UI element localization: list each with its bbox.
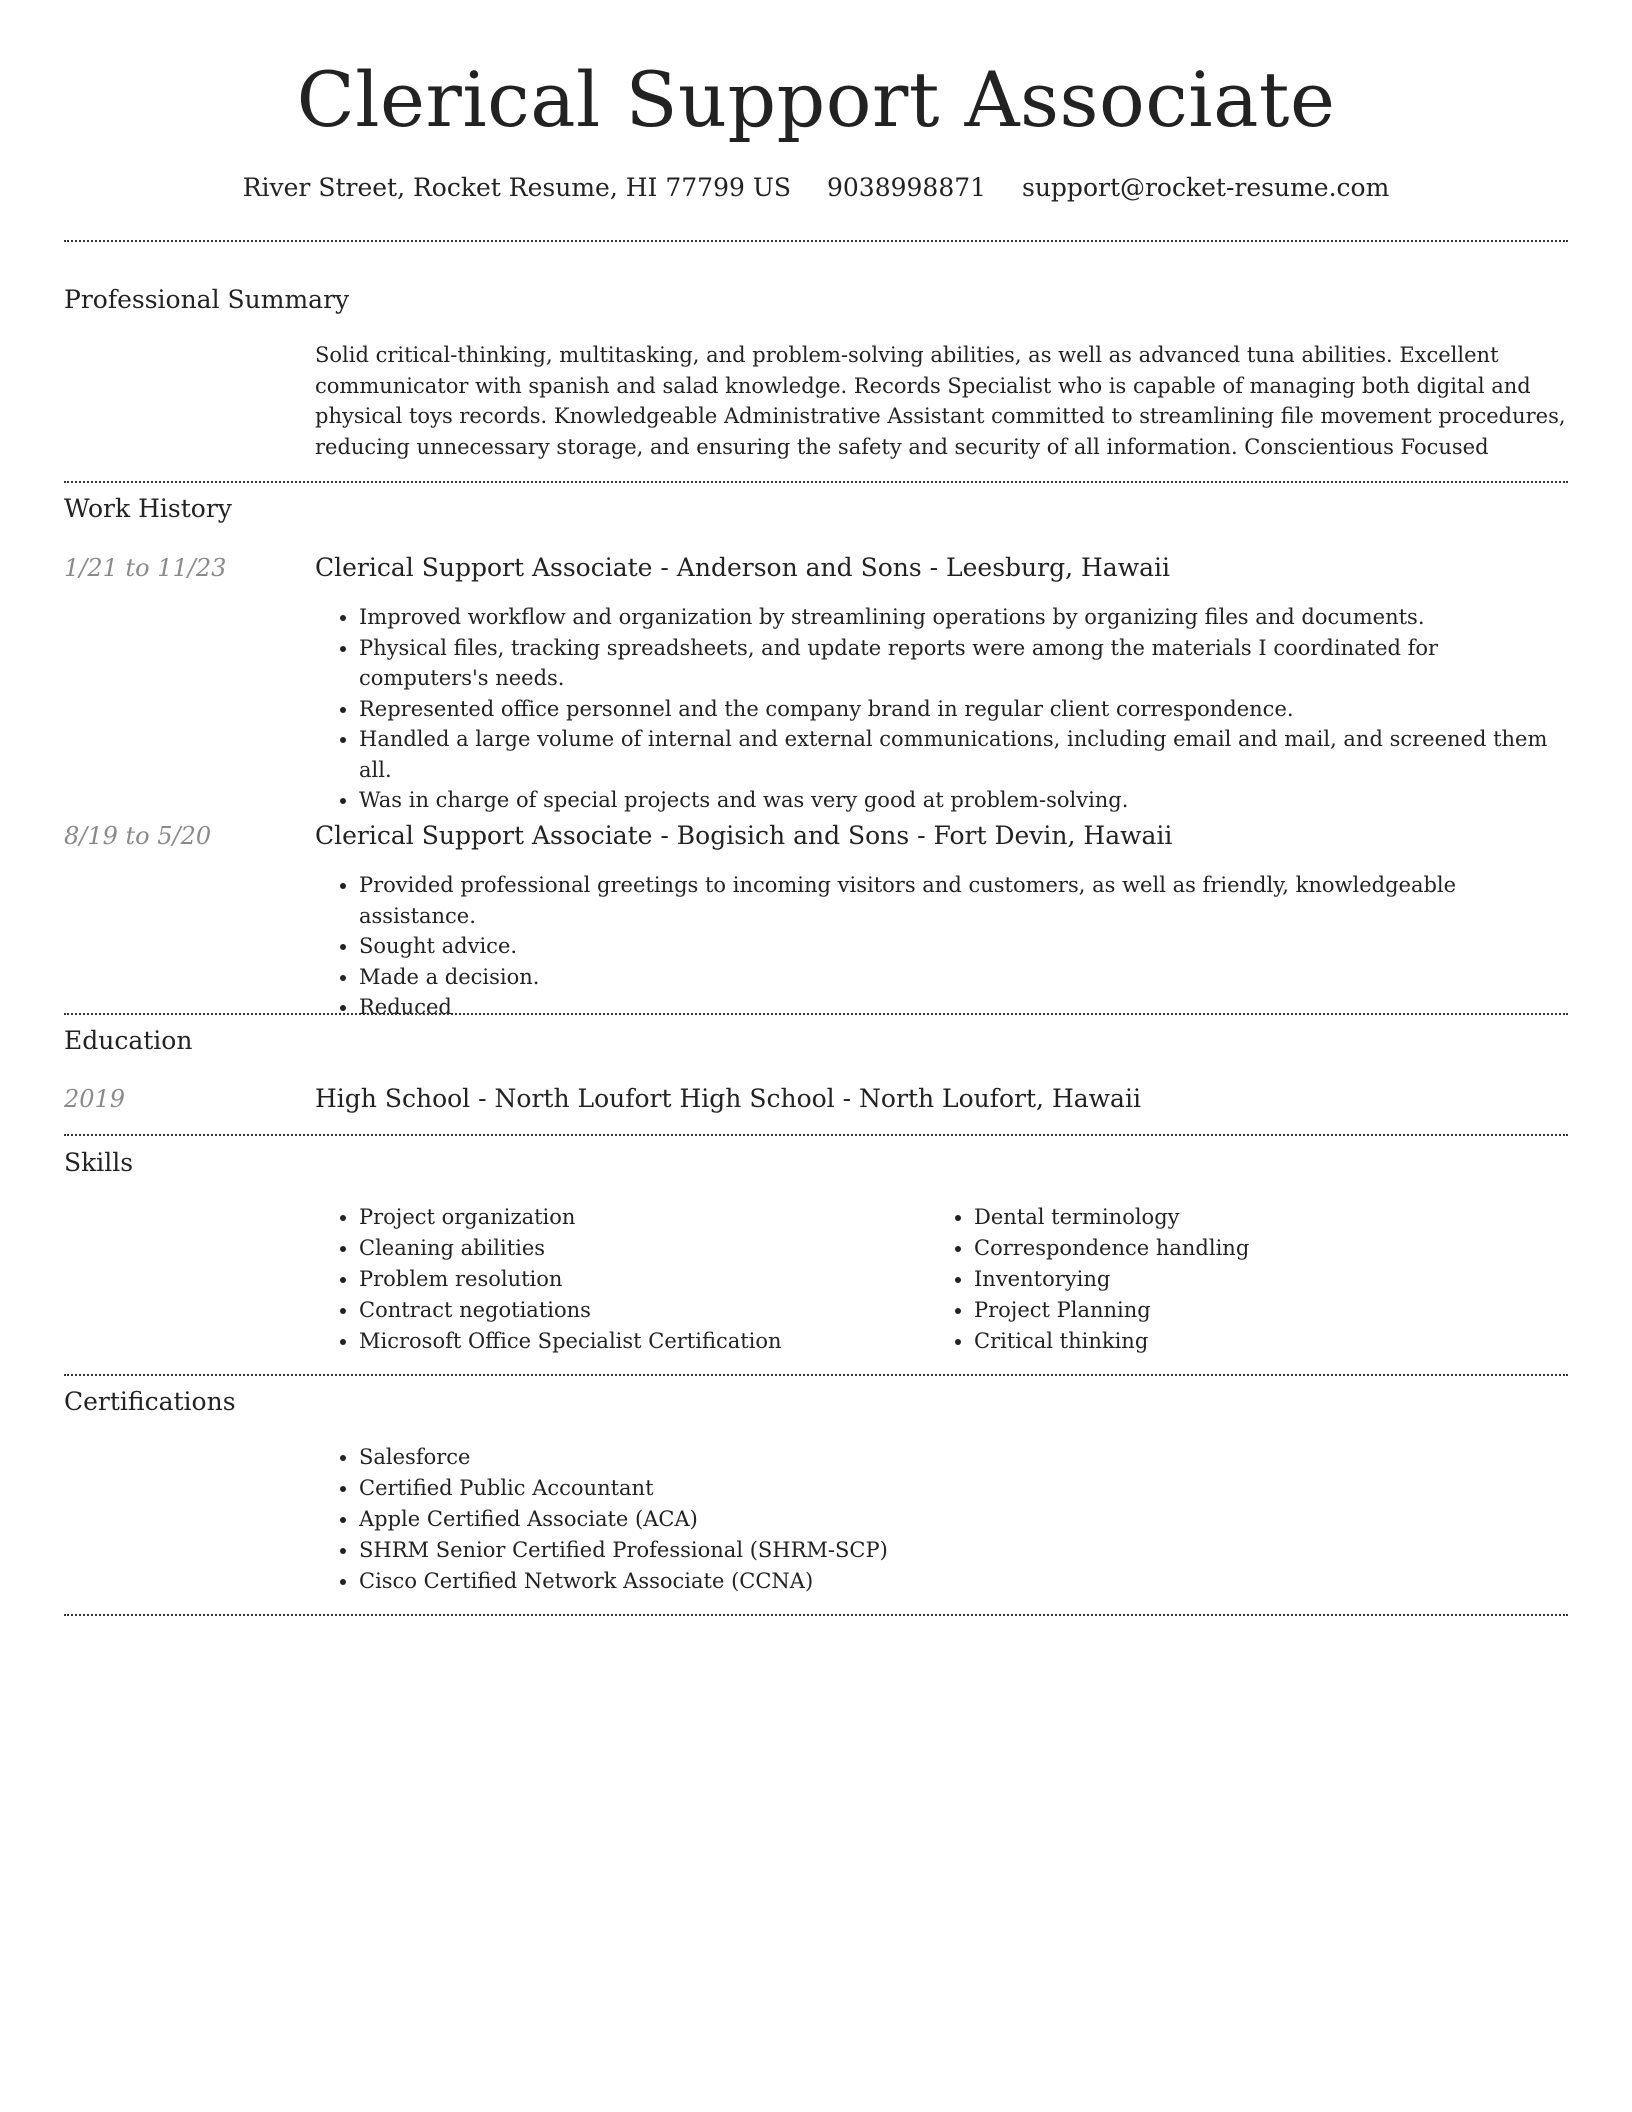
- skill-item: • Inventorying: [974, 1264, 1568, 1295]
- section-divider: [64, 1374, 1568, 1376]
- job-dates: 1/21 to 11/23: [64, 554, 227, 582]
- list-item: • Physical files, tracking spreadsheets, and update reports were among the materials I coordinated for computers's needs.: [359, 633, 1568, 694]
- education-heading: [315, 1082, 1568, 1116]
- job-details: - Bogisich and Sons - Fort Devin, Hawaii: [652, 821, 1173, 850]
- contact-email: support@rocket-resume.com: [1022, 173, 1390, 202]
- skills-list-left: [315, 1202, 930, 1357]
- list-item: • Sought advice.: [359, 931, 1568, 962]
- list-item: • Made a decision.: [359, 962, 1568, 993]
- education-details: - North Loufort High School - North Loufort, Hawaii: [470, 1084, 1141, 1113]
- skill-item: • Contract negotiations: [359, 1295, 930, 1326]
- job-heading: [315, 551, 1568, 585]
- skill-item: • Dental terminology: [974, 1202, 1568, 1233]
- skill-item: • Project organization: [359, 1202, 930, 1233]
- certification-item: • Certified Public Accountant: [359, 1473, 1568, 1504]
- skill-item: • Correspondence handling: [974, 1233, 1568, 1264]
- list-item: • Provided professional greetings to incoming visitors and customers, as well as friendly, knowledgeable assistance.: [359, 870, 1568, 931]
- contact-line: [64, 168, 1568, 208]
- job-details: - Anderson and Sons - Leesburg, Hawaii: [652, 553, 1171, 582]
- section-divider: [64, 1134, 1568, 1136]
- candidate-name: Clerical Support Associate: [296, 55, 1336, 144]
- skill-item: • Microsoft Office Specialist Certification: [359, 1326, 930, 1357]
- skill-item: • Project Planning: [974, 1295, 1568, 1326]
- section-title-certifications: Certifications: [64, 1387, 236, 1416]
- summary-text: Solid critical-thinking, multitasking, and problem-solving abilities, as well as advanced tuna abilities. Excellent communicator with spanish and salad knowledge. Records Specialist who is capable of managing both digital and physical toys records. Knowledgeable Administrative Assistant committed to streamlining file movement procedures, reducing unnecessary storage, and ensuring the safety and security of all information. Conscientious Focused: [315, 343, 1566, 459]
- skill-item: • Cleaning abilities: [359, 1233, 930, 1264]
- list-item: • Was in charge of special projects and was very good at problem-solving.: [359, 785, 1568, 816]
- job-dates: 8/19 to 5/20: [64, 822, 212, 850]
- job-heading: [315, 819, 1568, 853]
- skill-item: • Problem resolution: [359, 1264, 930, 1295]
- certification-item: • SHRM Senior Certified Professional (SHRM-SCP): [359, 1535, 1568, 1566]
- section-title-work-history: Work History: [64, 494, 232, 523]
- section-title-summary: Professional Summary: [64, 285, 350, 314]
- certification-item: • Salesforce: [359, 1442, 1568, 1473]
- education-degree: High School: [315, 1084, 471, 1113]
- contact-phone: 9038998871: [826, 173, 987, 202]
- job-bullets: [315, 602, 1568, 816]
- certification-item: • Cisco Certified Network Associate (CCNA): [359, 1566, 1568, 1597]
- list-item: • Handled a large volume of internal and external communications, including email and mail, and screened them all.: [359, 724, 1568, 785]
- section-title-skills: Skills: [64, 1148, 134, 1177]
- list-item: • Improved workflow and organization by streamlining operations by organizing files and documents.: [359, 602, 1568, 633]
- job-role: Clerical Support Associate: [315, 553, 653, 582]
- education-year: 2019: [64, 1085, 126, 1113]
- list-item: • Reduced: [359, 992, 1568, 1023]
- contact-address: River Street, Rocket Resume, HI 77799 US: [242, 173, 792, 202]
- section-divider: [64, 1614, 1568, 1616]
- job-role: Clerical Support Associate: [315, 821, 653, 850]
- job-bullets: [315, 870, 1568, 1023]
- section-title-education: Education: [64, 1026, 193, 1055]
- skill-item: • Critical thinking: [974, 1326, 1568, 1357]
- certification-item: • Apple Certified Associate (ACA): [359, 1504, 1568, 1535]
- section-divider: [64, 240, 1568, 242]
- section-divider: [64, 1013, 1568, 1015]
- section-divider: [64, 481, 1568, 483]
- list-item: • Represented office personnel and the company brand in regular client correspondence.: [359, 694, 1568, 725]
- skills-list-right: [930, 1202, 1568, 1357]
- certifications-list: [315, 1442, 1568, 1597]
